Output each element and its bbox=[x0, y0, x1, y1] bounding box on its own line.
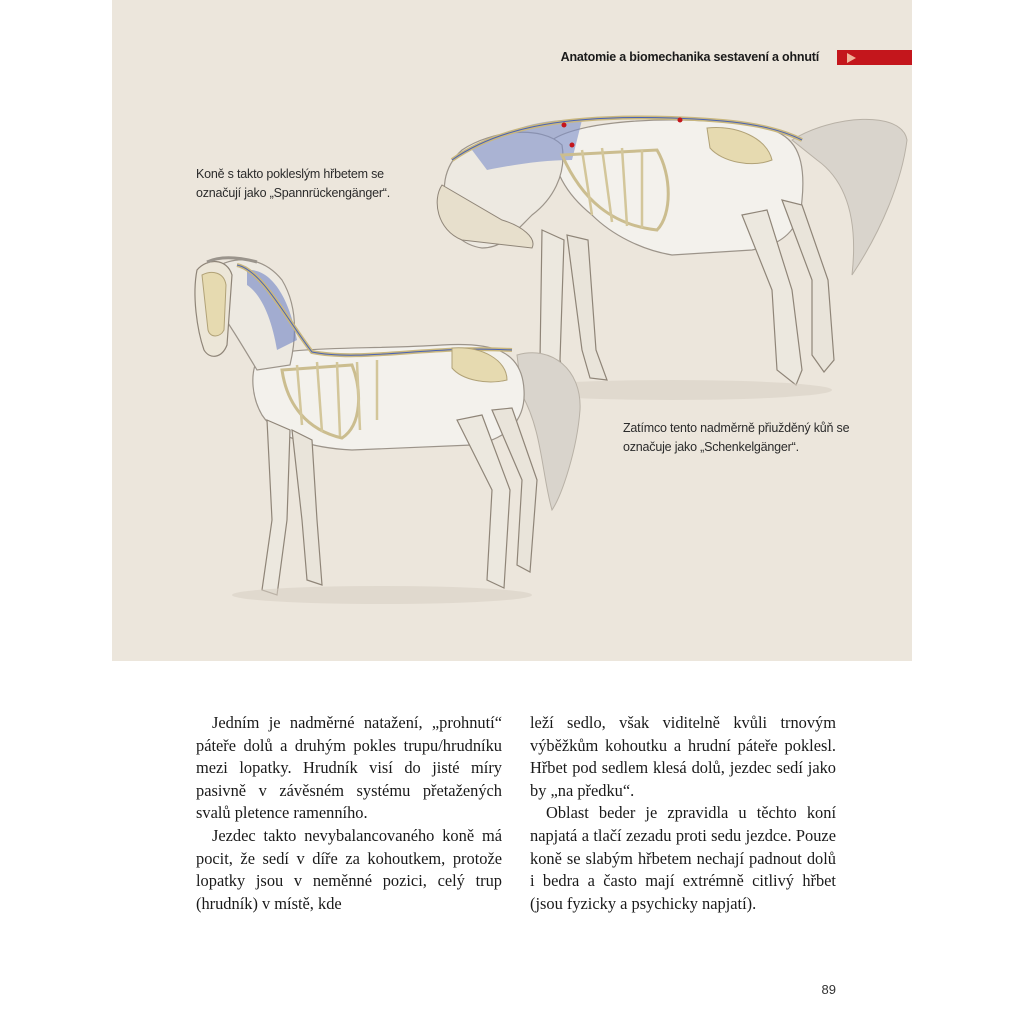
body-paragraph: Jedním je nadměrné natažení, „prohnutí“ páteře dolů a druhým pokles trupu/hrudníku mezi lopatky. Hrudník visí do jisté míry pasivně v závěsném systému přetažených svalů pletence ramenního. bbox=[196, 713, 502, 823]
page-number: 89 bbox=[821, 982, 836, 997]
body-paragraph: Oblast beder je zpravidla u těchto koní napjatá a tlačí zezadu proti sedu jezdce. Pouze koně se slabým hřbetem nechají padnout dolů i bedra a často mají extrémně citlivý hřbet (jsou fyzicky a psychicky napjatí). bbox=[530, 803, 836, 913]
caption-left-horse: Koně s takto pokleslým hřbetem se označují jako „Spannrückengänger“. bbox=[196, 167, 391, 200]
chapter-header-title: Anatomie a biomechanika sestavení a ohnutí bbox=[560, 50, 819, 64]
body-column-left bbox=[196, 712, 502, 915]
horse-skeleton-drawings bbox=[112, 0, 912, 661]
body-paragraph: Jezdec takto nevybalancovaného koně má pocit, že sedí v díře za kohoutkem, protože lopatky jsou v neměnné pozici, celý trup (hrudník) v místě, kde bbox=[196, 825, 502, 913]
caption-right-horse: Zatímco tento nadměrně přiužděný kůň se označuje jako „Schenkelgänger“. bbox=[623, 421, 850, 454]
chapter-arrow-icon bbox=[847, 53, 856, 63]
horse-anatomy-illustration bbox=[112, 0, 912, 661]
horse-head-up-figure bbox=[195, 258, 580, 604]
body-column-right bbox=[530, 712, 836, 915]
body-paragraph: leží sedlo, však viditelně kvůli trnovým výběžkům kohoutku a hrudní páteře poklesl. Hřbet pod sedlem klesá dolů, jezdec sedí jako by „na předku“. bbox=[530, 713, 836, 800]
